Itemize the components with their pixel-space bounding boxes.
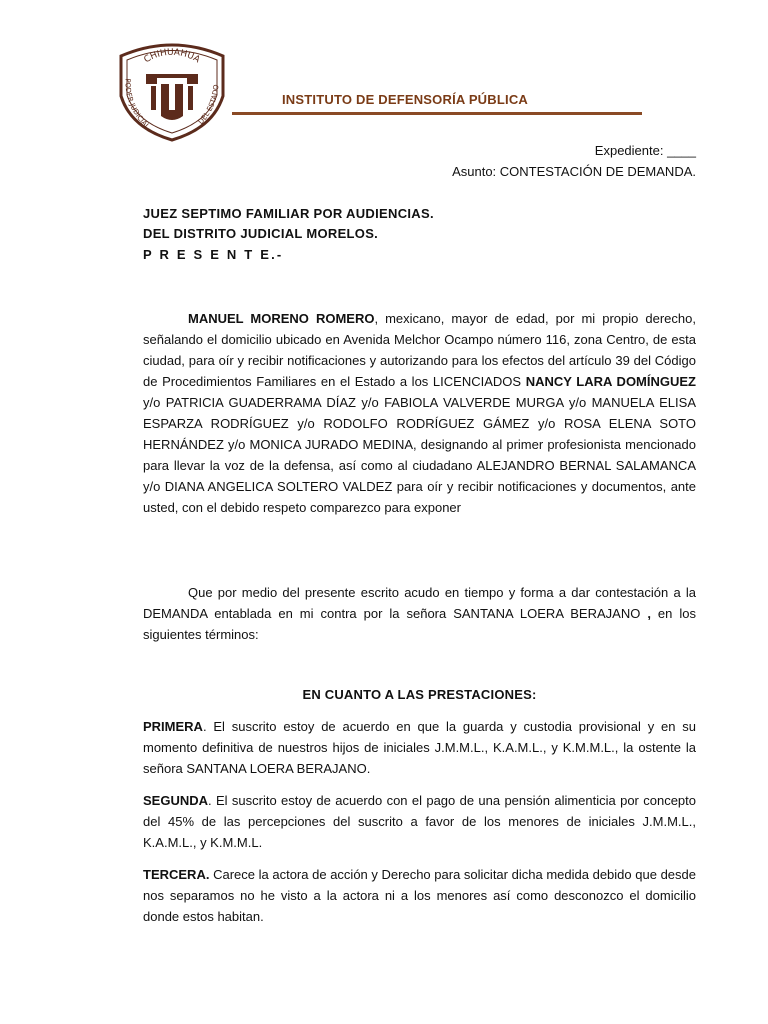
addressee-judge: JUEZ SEPTIMO FAMILIAR POR AUDIENCIAS. [143,206,434,221]
prestacion-label: PRIMERA [143,719,203,734]
prestacion-text: . El suscrito estoy de acuerdo con el pago de una pensión alimenticia por concepto del 45% de las percepciones del suscrito a favor de los menores de iniciales J.M.M.L., K.A.M.L., y K.M.M.L. [143,793,696,850]
prestacion-label: TERCERA. [143,867,210,882]
asunto-line: Asunto: CONTESTACIÓN DE DEMANDA. [452,164,696,179]
plaintiff-name: MANUEL MORENO ROMERO [188,311,375,326]
institute-name: INSTITUTO DE DEFENSORÍA PÚBLICA [282,92,528,107]
paragraph-1-text-a: , mexicano, mayor de edad, por mi propio derecho, señalando el domicilio ubicado en Avenida Melchor Ocampo número 116, zona Centro, de esta ciudad, para oír y recibir notificaciones y autorizando para los efectos del artículo 39 del Código de Procedimientos Familiares en el Estado a los LICENCIADOS [143,311,696,389]
body-paragraph-2 [143,582,696,645]
prestacion-item [143,716,696,779]
seal-text-right: DEL ESTADO [196,84,221,126]
poder-judicial-seal [113,38,231,142]
seal-text-left: PODER JUDICIAL [123,78,152,131]
header-rule [232,112,642,115]
prestacion-text: . El suscrito estoy de acuerdo en que la guarda y custodia provisional y en su momento definitiva de nuestros hijos de iniciales J.M.M.L., K.A.M.L., y K.M.M.L., la ostente la señora SANTANA LOERA BERAJANO. [143,719,696,776]
paragraph-1-text-b: y/o PATRICIA GUADERRAMA DÍAZ y/o FABIOLA VALVERDE MURGA y/o MANUELA ELISA ESPARZA RODRÍGUEZ y/o RODOLFO RODRÍGUEZ GÁMEZ y/o ROSA ELENA SOTO HERNÁNDEZ y/o MONICA JURADO MEDINA, designando al primer profesionista mencionado para llevar la voz de la defensa, así como al ciudadano ALEJANDRO BERNAL SALAMANCA y/o DIANA ANGELICA SOLTERO VALDEZ para oír y recibir notificaciones y documentos, ante usted, con el debido respeto comparezco para exponer [143,395,696,515]
expediente-line: Expediente: ____ [594,143,696,158]
lawyer-name: NANCY LARA DOMÍNGUEZ [525,374,696,389]
paragraph-2-comma: , [647,606,651,621]
addressee-presente: P R E S E N T E.- [143,247,284,262]
addressee-district: DEL DISTRITO JUDICIAL MORELOS. [143,226,379,241]
body-paragraph-1 [143,308,696,518]
prestacion-item [143,864,696,927]
prestacion-text: Carece la actora de acción y Derecho para solicitar dicha medida debido que desde nos separamos no he visto a la actora ni a los menores así como desconozco el domicilio donde estos habitan. [143,867,696,924]
prestacion-label: SEGUNDA [143,793,209,808]
paragraph-2-text-a: Que por medio del presente escrito acudo en tiempo y forma a dar contestación a la DEMANDA entablada en mi contra por la señora SANTANA LOERA BERAJANO [143,585,696,621]
seal-text-top: CHIHUAHUA [142,47,202,66]
section-heading-prestaciones: EN CUANTO A LAS PRESTACIONES: [302,687,537,702]
paragraph-2-text-b: en los siguientes términos: [143,606,696,642]
prestacion-item [143,790,696,853]
